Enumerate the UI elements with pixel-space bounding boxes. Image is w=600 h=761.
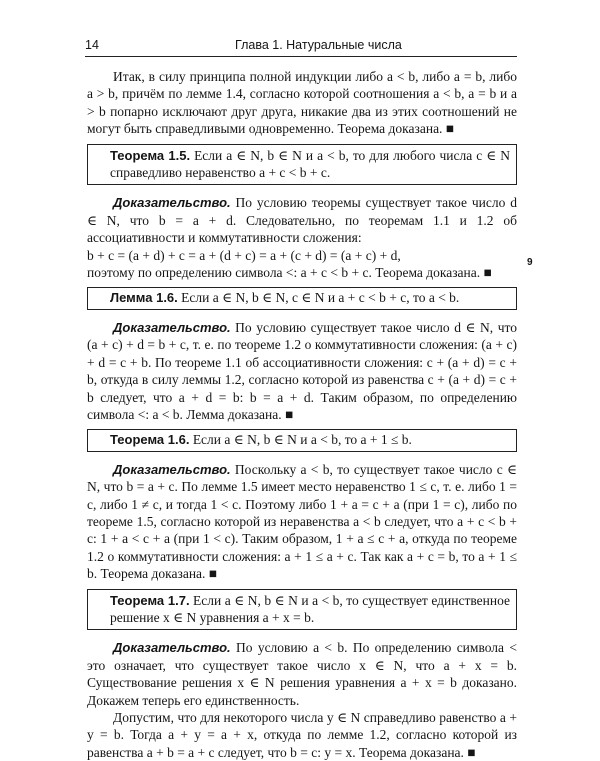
proof-conclusion: поэтому по определению символа <: a + c < b + c. Теорема доказана. ■ [87, 265, 492, 281]
proof-text: По условию существует такое число d ∈ N, что (a + c) + d = b + c, т. е. по теореме 1.2 о коммутативности сложения: (a + c) + d = c + b. По теореме 1.1 об ассоциативности сложения: c + (a + d) = c + b, откуда в силу леммы 1.2, согласно которой из равенства c + (a + d) = c + b следует, что a + d = b: b = a + d. Таким образом, по определению символа <: a < b. Лемма доказана. ■ [87, 319, 517, 422]
proof-label: Доказательство. [113, 319, 231, 335]
theorem-1-7-label: Теорема 1.7. [110, 592, 190, 608]
theorem-1-6-label: Теорема 1.6. [110, 432, 190, 448]
theorem-1-5-box [87, 144, 517, 186]
theorem-1-7 [110, 592, 510, 627]
proof-theorem-1-5 [87, 194, 517, 246]
proof-label: Доказательство. [113, 640, 231, 656]
paragraph-conclusion: Итак, в силу принципа полной индукции либо a < b, либо a = b, либо a > b, причём по лемме 1.4, согласно которой соотношения a < b, a = b и a > b попарно исключают друг друга, никакие два из этих соотношений не могут быть справедливыми одновременно. Теорема доказана. ■ [87, 69, 517, 137]
proof-text: Поскольку a < b, то существует такое число c ∈ N, что b = a + c. По лемме 1.5 имеет место неравенство 1 ≤ c, т. е. либо 1 = c, либо 1 ≠ c, и тогда 1 < c. Поэтому либо 1 + a = c + a (при 1 = c), либо по теореме 1.5, согласно которой из неравенства a < b следует, что a + c < b + c: 1 + a < c + a (при 1 < c). Таким образом, 1 + a ≤ c + a, откуда по теореме 1.2 о коммутативности сложения: a + 1 ≤ a + c. Так как a + c = b, то a + 1 ≤ b. Теорема доказана. ■ [87, 461, 517, 582]
lemma-1-6-box [87, 287, 517, 309]
proof-label: Доказательство. [113, 195, 231, 211]
theorem-1-7-box [87, 589, 517, 631]
lemma-1-6-label: Лемма 1.6. [110, 290, 178, 306]
theorem-1-5-label: Теорема 1.5. [110, 147, 191, 163]
proof-text: По условию a < b. По определению символа < это означает, что существует такое число x ∈ N, что a + x = b. Существование решения x ∈ N решения уравнения a + x = b доказано. Докажем теперь его единственность. [87, 640, 517, 708]
theorem-1-6 [110, 431, 510, 448]
proof-label: Доказательство. [113, 461, 231, 477]
theorem-1-6-text: Если a ∈ N, b ∈ N и a < b, то a + 1 ≤ b. [189, 432, 412, 448]
theorem-1-7-text: Если a ∈ N, b ∈ N и a < b, то существует единственное решение x ∈ N уравнения a + x = b. [110, 592, 510, 625]
theorem-1-6-box [87, 429, 517, 451]
lemma-1-6-text: Если a ∈ N, b ∈ N, c ∈ N и a + c < b + c, то a < b. [177, 290, 460, 306]
display-formula: b + c = (a + d) + c = a + (d + c) = a + (c + d) = (a + c) + d, [87, 247, 401, 263]
chapter-title: Глава 1. Натуральные числа [235, 38, 402, 52]
paragraph-uniqueness: Допустим, что для некоторого числа y ∈ N справедливо равенство a + y = b. Тогда a + y = a + x, откуда по лемме 1.2, согласно которой из равенства a + b = a + c следует, что b = c: y = x. Теорема доказана. ■ [87, 710, 517, 760]
page-number: 14 [85, 38, 99, 52]
lemma-1-6 [110, 289, 510, 306]
proof-theorem-1-7 [87, 639, 517, 709]
proof-text: По условию теоремы существует такое число d ∈ N, что b = a + d. Следовательно, по теоремам 1.1 и 1.2 об ассоциативности и коммутативности сложения: [87, 195, 517, 246]
page-body [87, 68, 517, 761]
proof-theorem-1-6 [87, 461, 517, 583]
theorem-1-5-text: Если a ∈ N, b ∈ N и a < b, то для любого числа c ∈ N справедливо неравенство a + c < b + c. [110, 147, 510, 181]
header-rule [85, 56, 517, 57]
theorem-1-5 [110, 147, 510, 182]
proof-lemma-1-6 [87, 319, 517, 423]
margin-mark: 9 [527, 257, 533, 268]
